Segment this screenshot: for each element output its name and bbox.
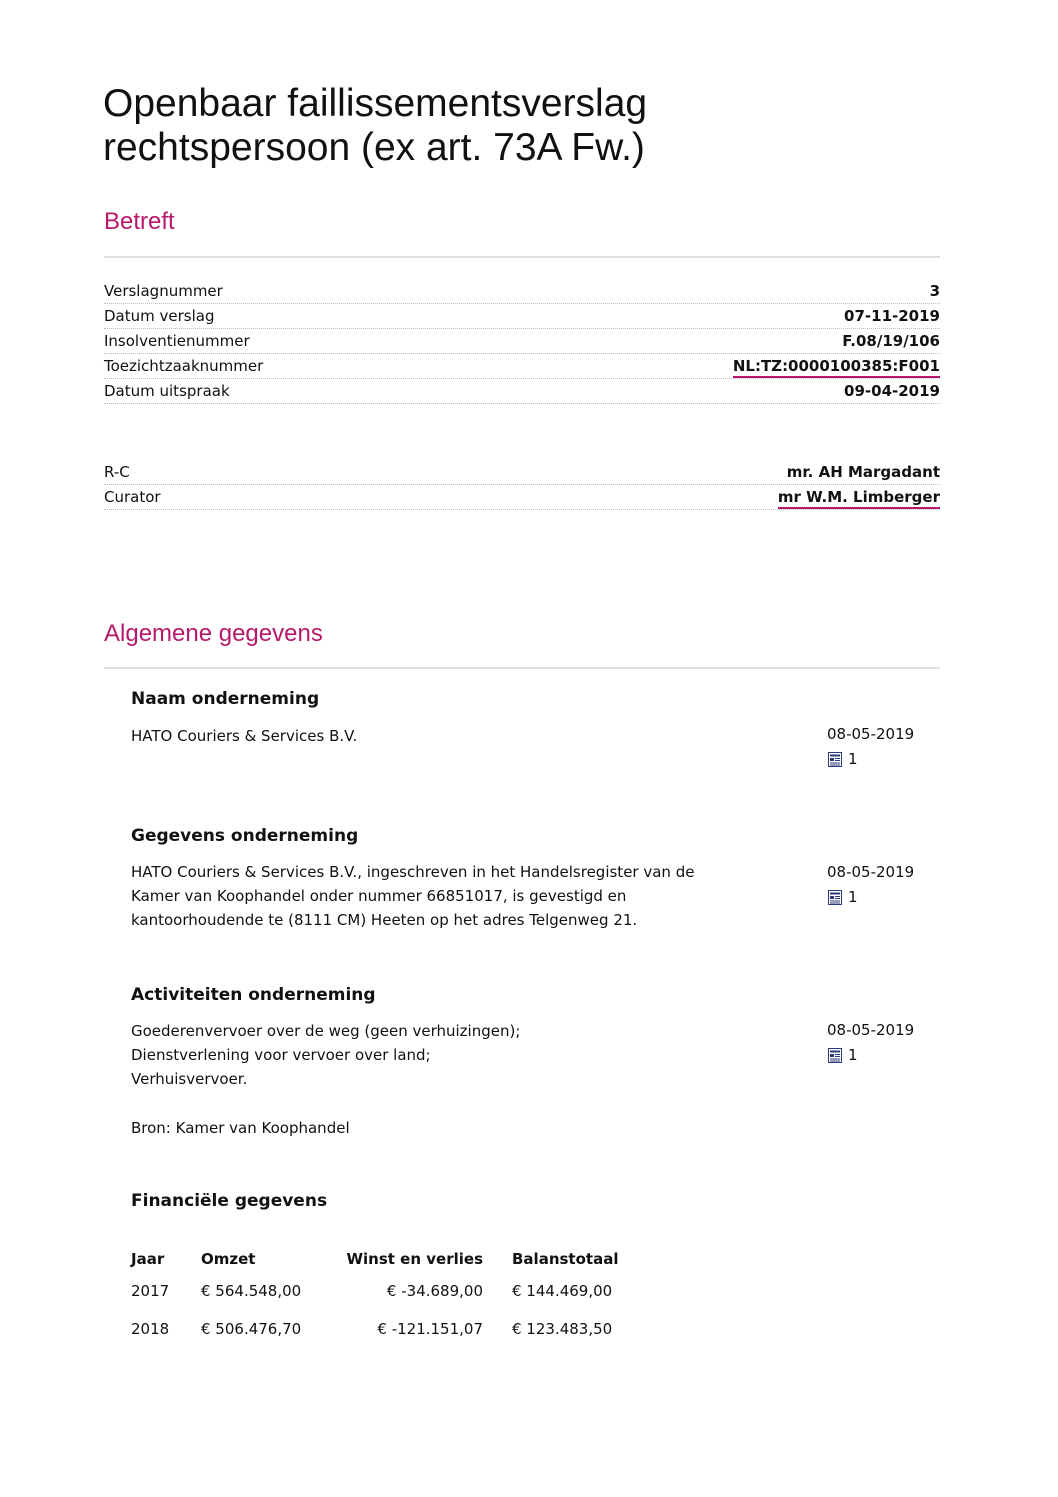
text-line: Verhuisvervoer. [131,1070,248,1088]
subheading-naam-onderneming: Naam onderneming [131,689,320,709]
reference-number: 1 [848,750,858,768]
subheading-financiele-gegevens: Financiële gegevens [131,1191,328,1211]
cell-omzet: € 564.548,00 [201,1282,302,1300]
section-divider [104,256,940,258]
financial-table [131,1246,652,1348]
section-heading-algemene-gegevens: Algemene gegevens [104,620,323,647]
document-icon [828,752,842,767]
curator-link[interactable]: mr W.M. Limberger [778,488,940,509]
column-header-jaar: Jaar [131,1250,165,1268]
row-value: F.08/19/106 [842,332,940,350]
entry-date: 08-05-2019 [827,1021,915,1039]
cell-jaar: 2017 [131,1282,170,1300]
row-label: Insolventienummer [104,332,250,350]
row-label: Verslagnummer [104,282,223,300]
row-label: Curator [104,488,161,506]
entry-date: 08-05-2019 [827,725,915,743]
row-value: mr. AH Margadant [786,463,940,481]
row-label: Datum uitspraak [104,382,230,400]
bron-text: Bron: Kamer van Koophandel [131,1119,350,1137]
subheading-activiteiten-onderneming: Activiteiten onderneming [131,985,376,1005]
entry-date: 08-05-2019 [827,863,915,881]
text-line: HATO Couriers & Services B.V., ingeschreven in het Handelsregister van de [131,863,695,881]
section-heading-betreft: Betreft [104,208,175,235]
cell-omzet: € 506.476,70 [201,1320,302,1338]
gegevens-onderneming-text [131,860,771,932]
row-rc [104,459,940,485]
row-label: R-C [104,463,130,481]
row-label: Toezichtzaaknummer [104,357,264,375]
text-line: Goederenvervoer over de weg (geen verhuizingen); [131,1022,521,1040]
row-toezichtzaaknummer [104,353,940,379]
column-header-balanstotaal: Balanstotaal [512,1250,619,1268]
row-value: 3 [929,282,940,300]
text-line: Dienstverlening voor vervoer over land; [131,1046,431,1064]
table-row [131,1310,652,1348]
cell-balanstotaal: € 144.469,00 [512,1282,613,1300]
row-verslagnummer [104,278,940,304]
table-header-row [131,1246,652,1272]
cell-winst-en-verlies: € -34.689,00 [386,1282,483,1300]
cell-winst-en-verlies: € -121.151,07 [377,1320,483,1338]
row-curator [104,484,940,510]
naam-onderneming-text: HATO Couriers & Services B.V. [131,727,358,745]
reference-number: 1 [848,1046,858,1064]
text-line: Kamer van Koophandel onder nummer 66851017, is gevestigd en [131,887,627,905]
row-label: Datum verslag [104,307,215,325]
document-reference[interactable] [828,1046,858,1064]
column-header-winst-en-verlies: Winst en verlies [346,1250,483,1268]
row-datum-verslag [104,303,940,329]
document-reference[interactable] [828,750,858,768]
row-value: 07-11-2019 [844,307,940,325]
document-icon [828,1048,842,1063]
cell-jaar: 2018 [131,1320,170,1338]
column-header-omzet: Omzet [201,1250,256,1268]
document-icon [828,890,842,905]
toezichtzaaknummer-link[interactable]: NL:TZ:0000100385:F001 [733,357,940,378]
reference-number: 1 [848,888,858,906]
page-title-line2: rechtspersoon (ex art. 73A Fw.) [103,126,645,169]
section-divider [104,667,940,669]
table-row [131,1272,652,1310]
document-reference[interactable] [828,888,858,906]
page-title [103,82,943,170]
row-insolventienummer [104,328,940,354]
activiteiten-onderneming-text [131,1019,771,1091]
page-title-line1: Openbaar faillissementsverslag [103,82,648,125]
cell-balanstotaal: € 123.483,50 [512,1320,613,1338]
row-value: 09-04-2019 [844,382,940,400]
text-line: kantoorhoudende te (8111 CM) Heeten op het adres Telgenweg 21. [131,911,638,929]
row-datum-uitspraak [104,378,940,404]
subheading-gegevens-onderneming: Gegevens onderneming [131,826,359,846]
